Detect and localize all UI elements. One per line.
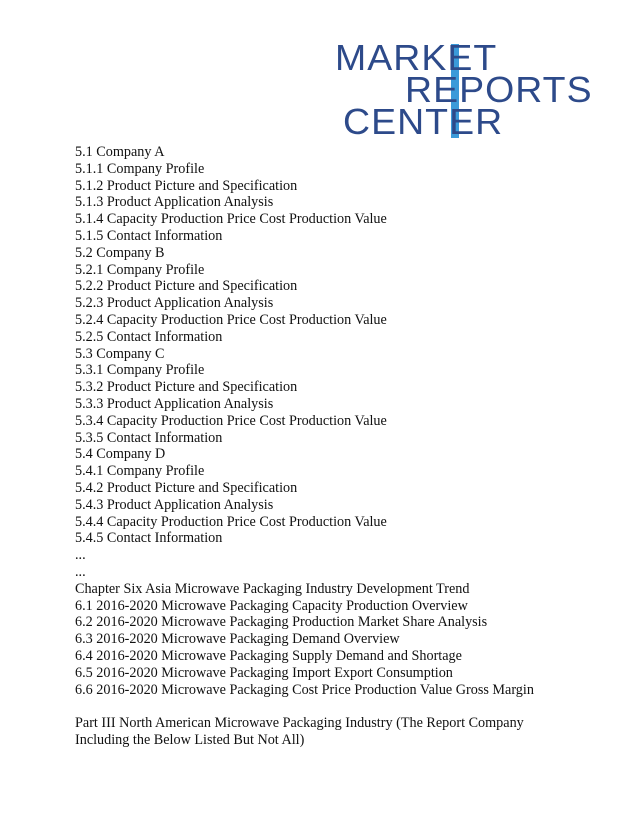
toc-line: 5.2.4 Capacity Production Price Cost Production Value bbox=[75, 311, 387, 328]
toc-line: 5.3.1 Company Profile bbox=[75, 362, 205, 379]
toc-line: 6.1 2016-2020 Microwave Packaging Capacity Production Overview bbox=[75, 597, 468, 614]
toc-line: 5.2.1 Company Profile bbox=[75, 261, 205, 278]
market-reports-center-logo bbox=[333, 37, 593, 142]
toc-line: 5.1.1 Company Profile bbox=[75, 160, 205, 177]
toc-line: 5.4.1 Company Profile bbox=[75, 463, 205, 480]
toc-line: 5.4.4 Capacity Production Price Cost Production Value bbox=[75, 513, 387, 530]
toc-ellipsis: ... bbox=[75, 563, 86, 580]
part-heading-line-2: Including the Below Listed But Not All) bbox=[75, 731, 305, 748]
logo-word-center: CENTER bbox=[343, 101, 504, 142]
toc-line: 6.3 2016-2020 Microwave Packaging Demand Overview bbox=[75, 631, 400, 648]
toc-line: 5.1.5 Contact Information bbox=[75, 227, 223, 244]
toc-line: 5.2.2 Product Picture and Specification bbox=[75, 278, 298, 295]
toc-line: 5.3.5 Contact Information bbox=[75, 429, 223, 446]
toc-line: 5.3.4 Capacity Production Price Cost Production Value bbox=[75, 412, 387, 429]
toc-line: 5.1 Company A bbox=[75, 144, 165, 160]
toc-line: 5.4 Company D bbox=[75, 446, 166, 463]
toc-line: 6.2 2016-2020 Microwave Packaging Production Market Share Analysis bbox=[75, 614, 488, 631]
toc-line: 5.1.2 Product Picture and Specification bbox=[75, 177, 298, 194]
toc-line: 6.6 2016-2020 Microwave Packaging Cost Price Production Value Gross Margin bbox=[75, 681, 534, 698]
toc-line: 5.2.5 Contact Information bbox=[75, 328, 223, 345]
chapter-heading: Chapter Six Asia Microwave Packaging Industry Development Trend bbox=[75, 580, 470, 597]
toc-line: 6.4 2016-2020 Microwave Packaging Supply Demand and Shortage bbox=[75, 647, 462, 664]
toc-line: 5.3.2 Product Picture and Specification bbox=[75, 379, 298, 396]
logo-word-market: MARKET bbox=[335, 37, 498, 78]
toc-line: 5.4.5 Contact Information bbox=[75, 530, 223, 547]
toc-line: 5.4.2 Product Picture and Specification bbox=[75, 479, 298, 496]
toc-line: 5.3.3 Product Application Analysis bbox=[75, 395, 274, 412]
part-heading-line-1: Part III North American Microwave Packaging Industry (The Report Company bbox=[75, 715, 524, 732]
logo-word-reports: REPORTS bbox=[405, 69, 593, 110]
table-of-contents bbox=[75, 144, 615, 749]
toc-line: 5.1.3 Product Application Analysis bbox=[75, 194, 274, 211]
toc-line: 5.1.4 Capacity Production Price Cost Production Value bbox=[75, 211, 387, 228]
paragraph-spacer bbox=[75, 698, 615, 715]
toc-line: 5.2.3 Product Application Analysis bbox=[75, 295, 274, 312]
toc-line: 5.2 Company B bbox=[75, 244, 165, 261]
toc-line: 5.3 Company C bbox=[75, 345, 165, 362]
toc-line: 6.5 2016-2020 Microwave Packaging Import Export Consumption bbox=[75, 664, 453, 681]
toc-line: 5.4.3 Product Application Analysis bbox=[75, 496, 274, 513]
toc-ellipsis: ... bbox=[75, 547, 86, 564]
